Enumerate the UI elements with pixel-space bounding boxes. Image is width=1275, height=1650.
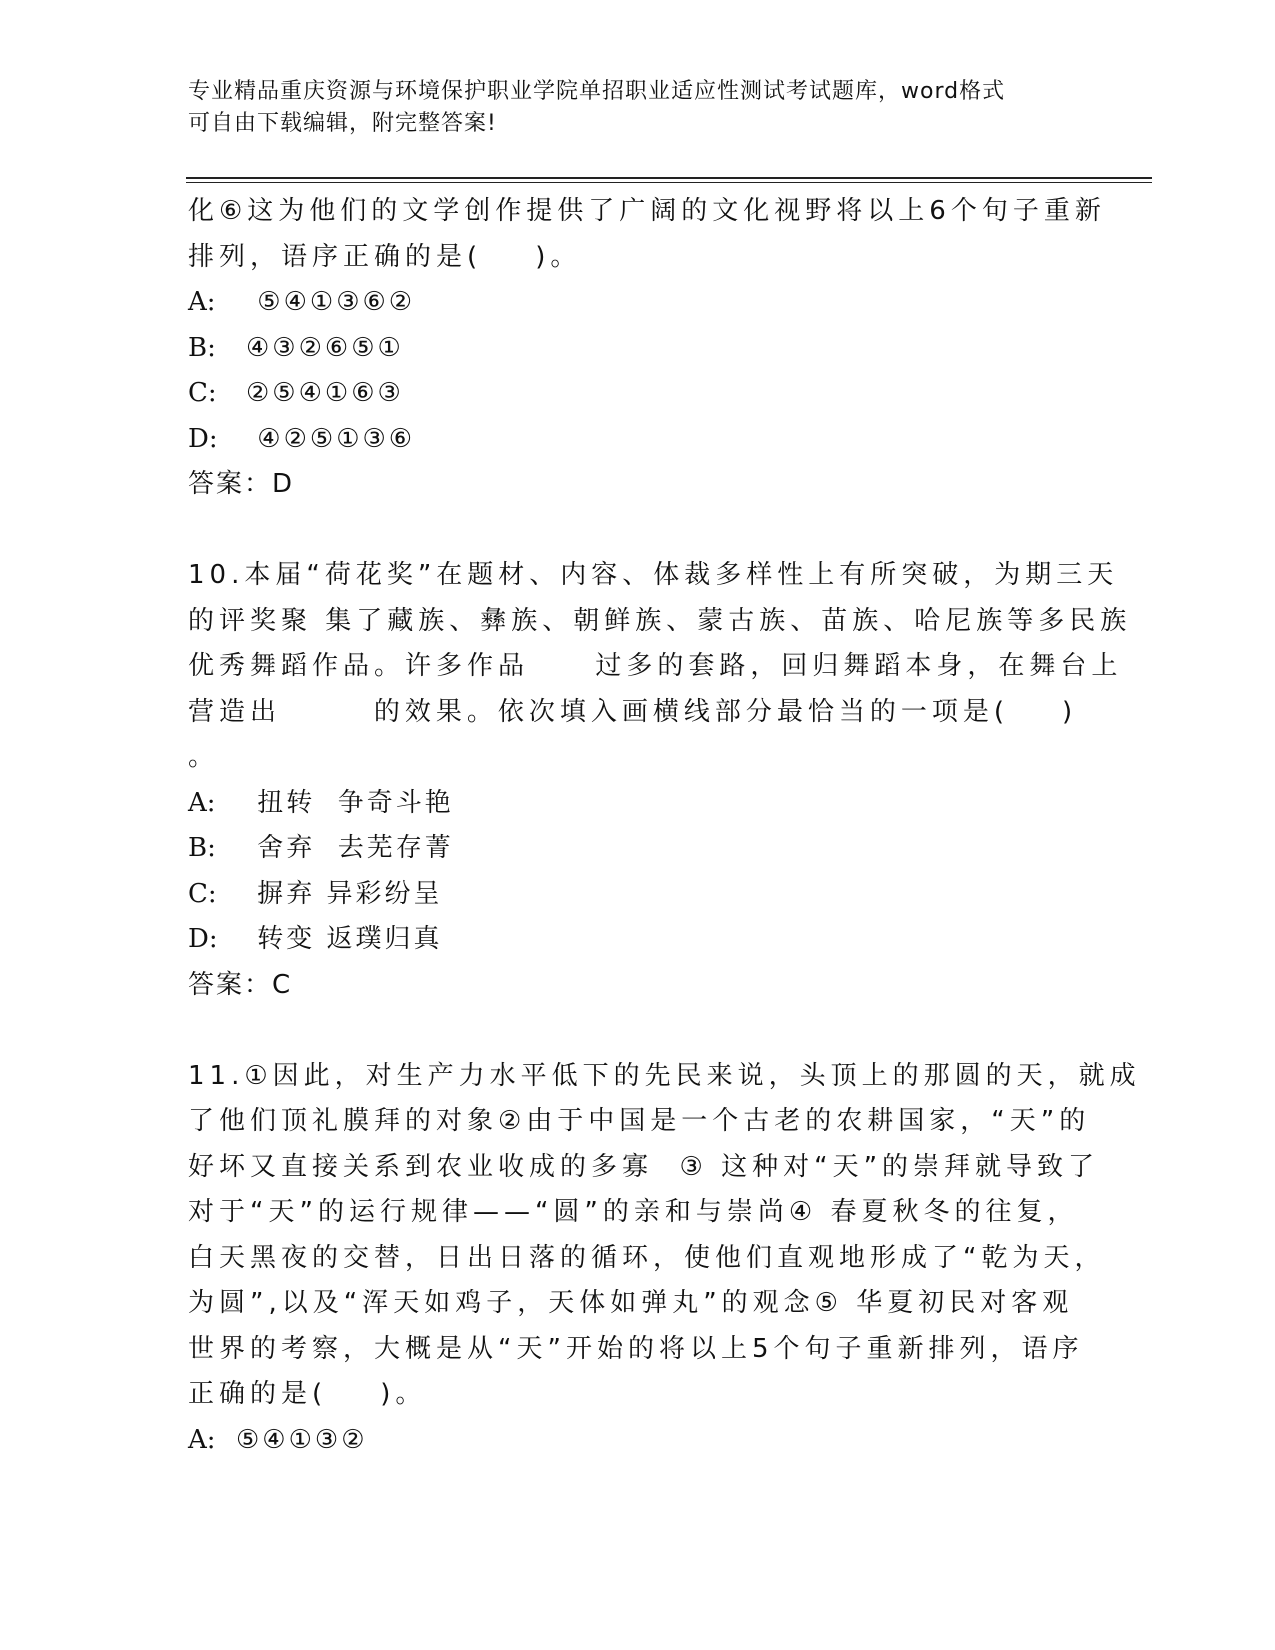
option-a (188, 781, 1068, 827)
question-text-line: 优秀舞蹈作品。许多作品 过多的套路，回归舞蹈本身，在舞台上 (188, 651, 1123, 681)
option-b (188, 826, 1068, 872)
option-label: A: (188, 287, 216, 317)
question-text-line: 。 (188, 742, 220, 772)
header-line-2: 可自由下载编辑，附完整答案! (188, 111, 497, 136)
question-text-line: 对于“天”的运行规律——“圆”的亲和与崇尚④ 春夏秋冬的往复， (188, 1197, 1079, 1227)
document-header (188, 76, 1068, 140)
option-label: A: (188, 1424, 216, 1455)
option-text: ④②⑤①③⑥ (246, 423, 416, 454)
question-10 (188, 553, 1132, 1008)
option-label: B: (188, 332, 216, 363)
option-c (188, 872, 1068, 918)
option-label: D: (188, 924, 218, 954)
option-text: 转变 返璞归真 (246, 924, 443, 954)
option-c (188, 371, 1068, 417)
question-text-line: 世界的考察，大概是从“天”开始的将以上5个句子重新排列，语序 (188, 1333, 1084, 1364)
question-text-line: 11.①因此，对生产力水平低下的先民来说，头顶上的那圆的天，就成 (188, 1060, 1141, 1091)
option-text: ④③②⑥⑤① (246, 332, 404, 363)
question-11 (188, 1054, 1141, 1464)
question-text-line: 化⑥这为他们的文学创作提供了广阔的文化视野将以上6个句子重新 (188, 196, 1106, 226)
option-label: C: (188, 878, 217, 909)
header-line-1: 专业精品重庆资源与环境保护职业学院单招职业适应性测试考试题库，word格式 (188, 79, 1006, 104)
question-text-line: 为圆”,以及“浑天如鸡子，天体如弹丸”的观念⑤ 华夏初民对客观 (188, 1288, 1074, 1318)
question-text-line: 10.本届“荷花奖”在题材、内容、体裁多样性上有所突破，为期三天 (188, 560, 1119, 590)
option-text: ⑤④①③⑥② (246, 287, 416, 317)
option-b (188, 326, 1068, 372)
question-text-line: 排列，语序正确的是( )。 (188, 241, 582, 272)
spacer (188, 1008, 1068, 1054)
answer-line: 答案：D (188, 469, 295, 499)
document-body (188, 189, 1141, 1463)
option-d (188, 417, 1068, 463)
question-text-line: 好坏又直接关系到农业收成的多寡 ③ 这种对“天”的崇拜就导致了 (188, 1151, 1100, 1182)
question-text-line: 正确的是( )。 (188, 1379, 427, 1409)
header-divider-thin (186, 182, 1152, 183)
option-text: ②⑤④①⑥③ (246, 378, 404, 408)
question-text-line: 了他们顶礼膜拜的对象②由于中国是一个古老的农耕国家，“天”的 (188, 1106, 1091, 1136)
answer-line: 答案：C (188, 969, 293, 1000)
question-text-line: 白天黑夜的交替，日出日落的循环，使他们直观地形成了“乾为天， (188, 1242, 1106, 1273)
option-d (188, 917, 1068, 963)
option-label: D: (188, 423, 218, 454)
option-label: B: (188, 833, 216, 863)
option-a (188, 280, 1068, 326)
option-label: A: (188, 787, 216, 818)
option-label: C: (188, 378, 217, 408)
option-text: ⑤④①③② (236, 1424, 368, 1455)
option-text: 扭转 争奇斗艳 (246, 787, 454, 818)
question-text-line: 营造出 的效果。依次填入画横线部分最恰当的一项是( ) (188, 696, 1078, 727)
spacer (188, 508, 1068, 554)
option-text: 舍弃 去芜存菁 (246, 833, 454, 863)
question-9 (188, 189, 1106, 508)
header-divider (186, 177, 1152, 179)
option-text: 摒弃 异彩纷呈 (246, 878, 443, 909)
option-a (188, 1418, 1068, 1464)
question-text-line: 的评奖聚 集了藏族、彝族、朝鲜族、蒙古族、苗族、哈尼族等多民族 (188, 605, 1132, 636)
